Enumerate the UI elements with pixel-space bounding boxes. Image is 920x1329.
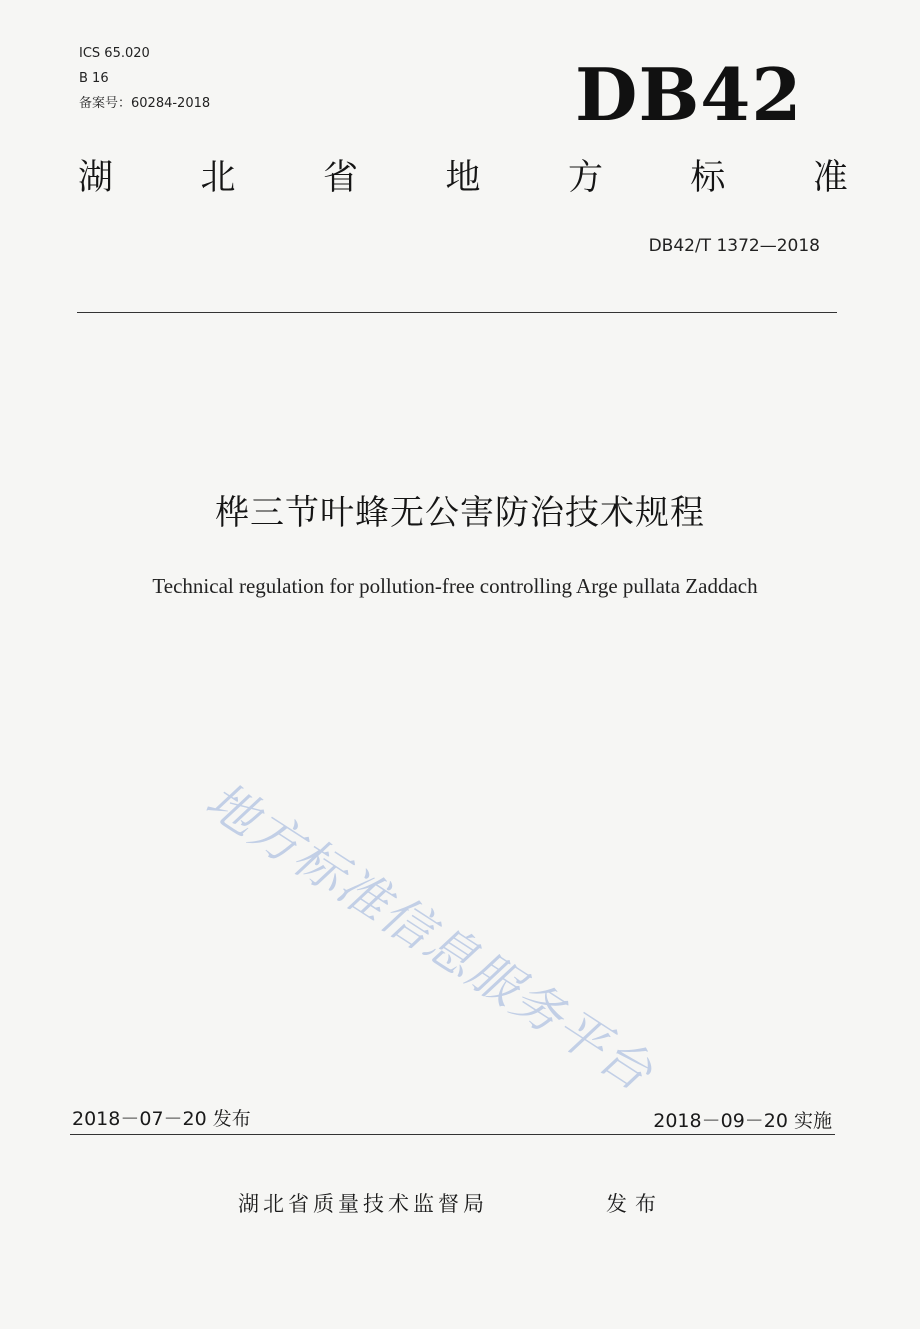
standard-level-char: 省	[322, 158, 358, 198]
bottom-divider	[70, 1134, 835, 1135]
watermark	[195, 770, 808, 1130]
standard-level-char: 方	[567, 158, 603, 198]
standard-level-char: 地	[445, 158, 481, 198]
standard-level	[78, 156, 848, 200]
top-divider	[77, 312, 837, 313]
effective-date: 2018－09－20 实施	[653, 1110, 832, 1132]
standard-number: DB42/T 1372—2018	[648, 236, 820, 256]
standard-level-char: 标	[690, 158, 726, 198]
standard-level-char: 准	[812, 158, 848, 198]
issue-label: 发布	[606, 1192, 664, 1216]
db-code-logo: DB42	[575, 52, 803, 137]
standard-level-char: 北	[200, 158, 236, 198]
watermark-text: 地方标准信息服务平台	[195, 770, 664, 1103]
filing-number: 备案号：60284-2018	[79, 96, 211, 111]
standard-level-char: 湖	[78, 158, 114, 198]
ics-code: ICS 65.020	[79, 46, 150, 61]
title-chinese: 桦三节叶蜂无公害防治技术规程	[215, 493, 705, 533]
issuer-name: 湖北省质量技术监督局	[238, 1192, 488, 1216]
ccs-code: B 16	[79, 71, 109, 86]
release-date: 2018－07－20 发布	[72, 1108, 251, 1130]
title-english: Technical regulation for pollution-free controlling Arge pullata Zaddach	[152, 574, 758, 598]
